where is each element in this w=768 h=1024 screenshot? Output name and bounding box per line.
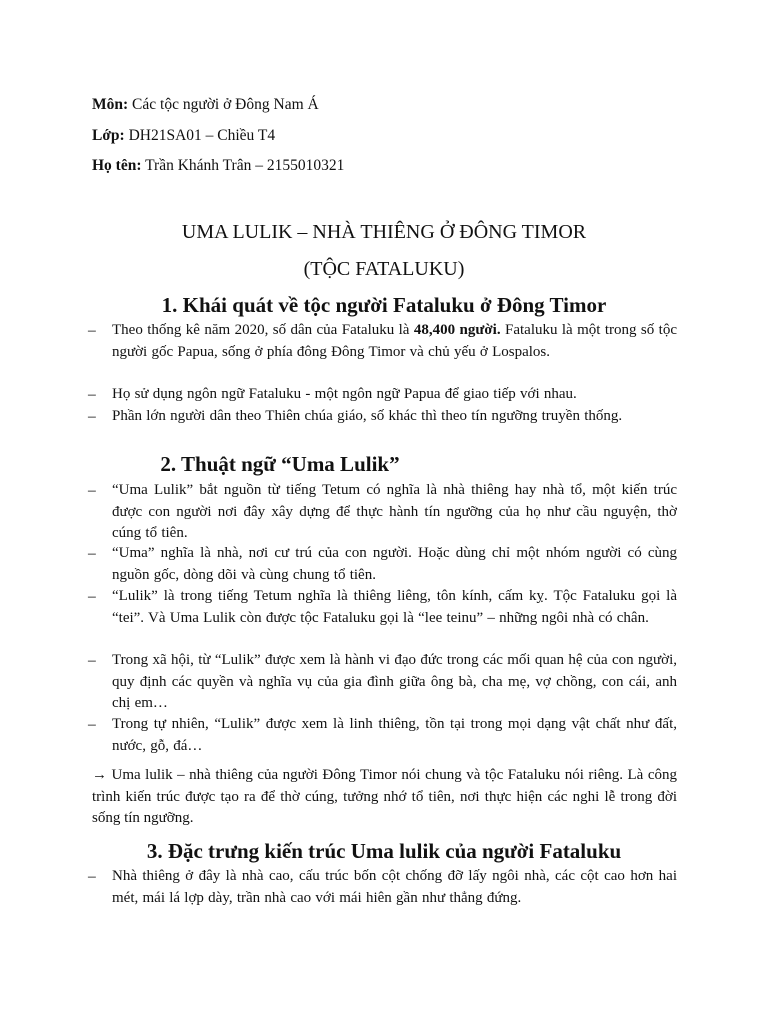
list-dash: – — [88, 652, 96, 669]
list-item-text: “Uma” nghĩa là nhà, nơi cư trú của con người. Hoặc dùng chỉ một nhóm người có cùng nguồn gốc, dòng dõi và cùng chung tổ tiên. — [112, 545, 677, 583]
list-item — [88, 866, 677, 909]
class-label: Lớp: — [92, 127, 125, 144]
section1-heading: 1. Khái quát về tộc người Fataluku ở Đông Timor — [161, 293, 607, 317]
list-dash: – — [88, 408, 96, 425]
list-dash: – — [88, 868, 96, 885]
list-item-text: Fataluku là một trong số tộc người gốc Papua, sống ở phía đông Đông Timor và chủ yếu ở Lospalos. — [112, 322, 677, 360]
document-title-line1: UMA LULIK – NHÀ THIÊNG Ở ĐÔNG TIMOR — [181, 221, 587, 243]
list-item — [88, 406, 677, 428]
list-dash: – — [88, 588, 96, 605]
class-value: DH21SA01 – Chiều T4 — [124, 127, 276, 144]
subject-line — [92, 95, 319, 115]
list-item — [88, 543, 677, 586]
list-dash: – — [88, 716, 96, 733]
list-item — [88, 384, 677, 406]
list-dash: – — [88, 545, 96, 562]
name-label: Họ tên: — [92, 157, 142, 174]
list-dash: – — [88, 386, 96, 403]
summary-paragraph: → Uma lulik – nhà thiêng của người Đông Timor nói chung và tộc Fataluku nói riêng. Là công trình kiến trúc được tạo ra để thờ cúng, tưởng nhớ tổ tiên, nơi thực hiện các nghi lễ trong đời sống tín ngưỡng. — [92, 767, 677, 826]
section2-heading: 2. Thuật ngữ “Uma Lulik” — [160, 452, 400, 476]
class-line — [92, 126, 275, 146]
population-figure: 48,400 người. — [413, 322, 501, 338]
list-item — [88, 320, 677, 363]
subject-value: Các tộc người ở Đông Nam Á — [128, 96, 319, 113]
name-value: Trần Khánh Trân – 2155010321 — [141, 157, 345, 174]
list-dash: – — [88, 322, 96, 339]
list-item-text: “Lulik” là trong tiếng Tetum nghĩa là thiêng liêng, tôn kính, cấm kỵ. Tộc Fataluku gọi là “tei”. Và Uma Lulik còn được tộc Fataluku gọi là “lee teinu” – những ngôi nhà có chân. — [112, 588, 677, 626]
list-item-text: Nhà thiêng ở đây là nhà cao, cấu trúc bốn cột chống đỡ lấy ngôi nhà, các cột cao hơn hai mét, mái lá lợp dày, trần nhà cao với mái hiên gần như thẳng đứng. — [112, 868, 677, 906]
list-item — [88, 480, 677, 545]
subject-label: Môn: — [92, 96, 129, 113]
list-item-text: Theo thống kê năm 2020, số dân của Fataluku là — [112, 322, 414, 338]
list-item-text: Trong xã hội, từ “Lulik” được xem là hành vi đạo đức trong các mối quan hệ của con người, quy định các quyền và nghĩa vụ của gia đình giữa ông bà, cha mẹ, vợ chồng, con cái, anh chị em… — [112, 652, 677, 711]
list-item — [88, 650, 677, 715]
list-item-text: Trong tự nhiên, “Lulik” được xem là linh thiêng, tồn tại trong mọi dạng vật chất như đất, nước, gỗ, đá… — [112, 716, 677, 754]
list-dash: – — [88, 482, 96, 499]
list-item — [88, 586, 677, 629]
list-item-text: Phần lớn người dân theo Thiên chúa giáo, số khác thì theo tín ngưỡng truyền thống. — [112, 408, 623, 424]
list-item — [88, 714, 677, 757]
list-item-text: Họ sử dụng ngôn ngữ Fataluku - một ngôn ngữ Papua để giao tiếp với nhau. — [112, 386, 577, 402]
name-line — [92, 156, 344, 176]
document-title-line2: (TỘC FATALUKU) — [303, 258, 465, 280]
list-item-text: “Uma Lulik” bắt nguồn từ tiếng Tetum có nghĩa là nhà thiêng hay nhà tổ, một kiến trúc được con người nơi đây xây dựng để thực hành tín ngưỡng của họ như cầu nguyện, thờ cúng tổ tiên. — [112, 482, 677, 541]
section3-heading: 3. Đặc trưng kiến trúc Uma lulik của người Fataluku — [146, 839, 622, 863]
